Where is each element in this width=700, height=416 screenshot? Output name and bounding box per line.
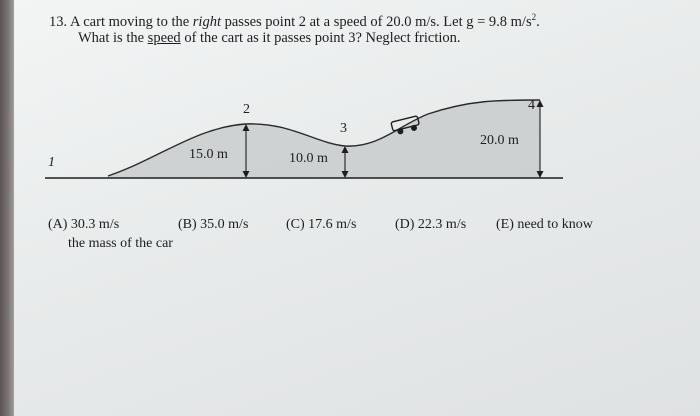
answer-a: (A) 30.3 m/s [48,217,120,232]
point-2-label: 2 [243,102,250,117]
question-text-c: What is the [78,30,148,46]
question-underlined-word: speed [147,30,181,46]
height-3-label: 10.0 m [289,151,328,166]
answer-b: (B) 35.0 m/s [178,217,249,232]
point-1-label: 1 [48,155,55,170]
answer-d: (D) 22.3 m/s [395,217,467,232]
answer-c: (C) 17.6 m/s [286,217,357,232]
question-text-d: of the cart as it passes point 3? Neglect friction. [180,30,461,46]
answer-e: (E) need to know [496,217,593,232]
question-text-a: A cart moving to the [69,13,193,30]
question-text-end: . [536,13,540,30]
question-number: 13. [49,13,68,30]
point-3-label: 3 [340,121,347,136]
question-text-b: passes point 2 at a speed of 20.0 m/s. Let g = 9.8 m/s [220,13,532,30]
answer-e-continued: the mass of the car [68,236,173,251]
height-2-label: 15.0 m [189,147,228,162]
point-4-label: 4 [528,98,535,113]
question-superscript: 2 [531,12,537,22]
question-text-italic: right [192,13,221,30]
height-4-label: 20.0 m [480,133,519,148]
